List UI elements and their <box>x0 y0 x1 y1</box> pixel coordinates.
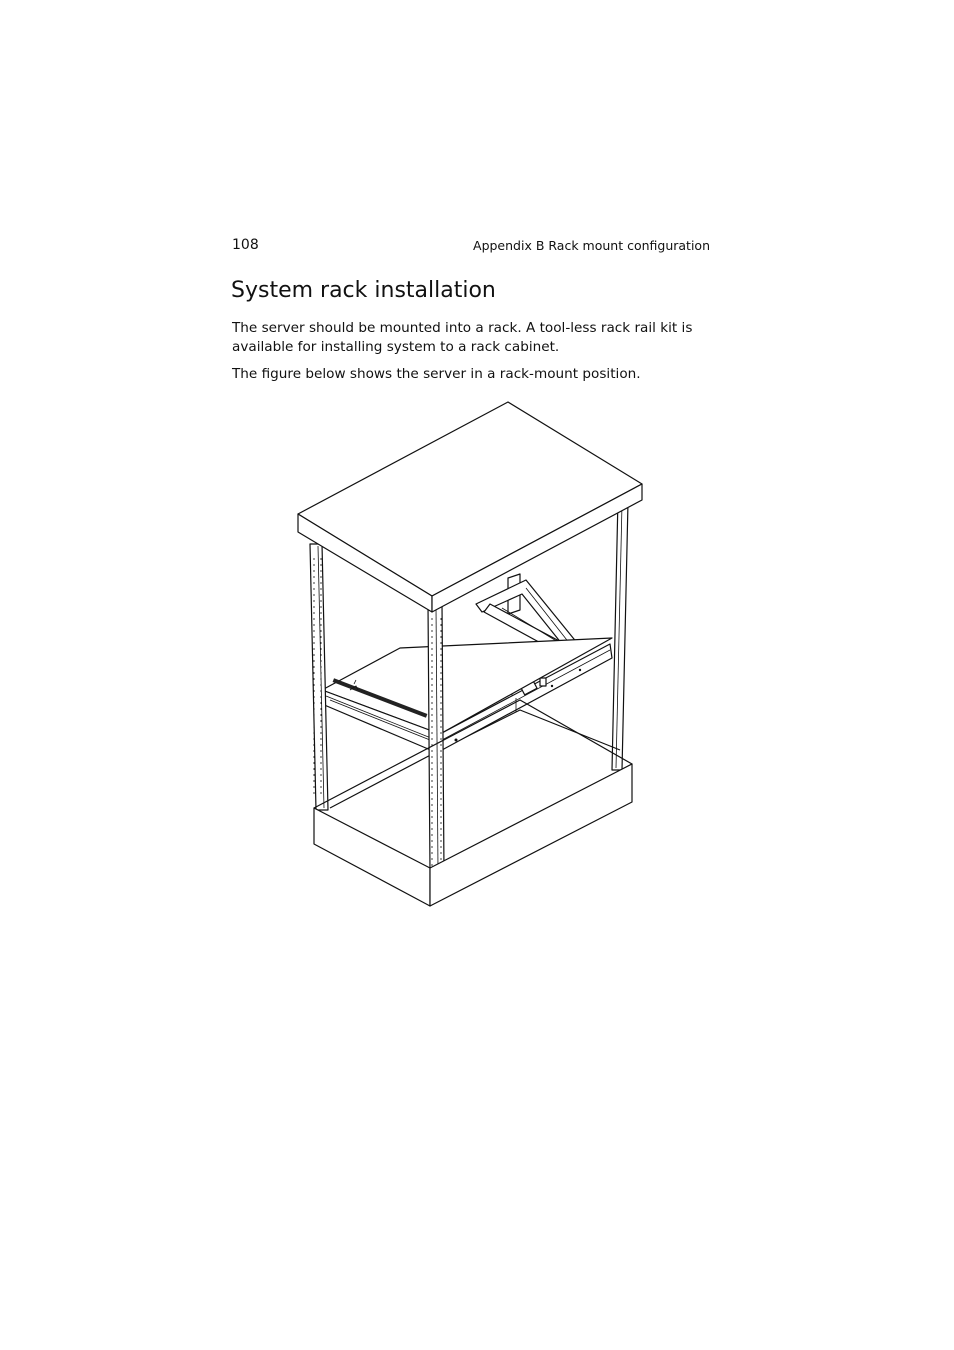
front-right-post <box>428 604 444 872</box>
intro-paragraph: The server should be mounted into a rack. A tool-less rack rail kit is available for installing system to a rack cabinet. <box>232 320 693 355</box>
rack-mount-figure <box>290 398 650 910</box>
front-left-post <box>310 544 328 810</box>
figure-caption-paragraph: The figure below shows the server in a rack-mount position. <box>232 366 641 382</box>
server-rack-illustration-icon <box>290 398 650 910</box>
back-right-post <box>612 498 628 770</box>
page-number: 108 <box>232 237 259 253</box>
page-title: System rack installation <box>231 278 496 303</box>
rack-top <box>298 402 642 612</box>
running-header: Appendix B Rack mount configuration <box>473 238 710 253</box>
